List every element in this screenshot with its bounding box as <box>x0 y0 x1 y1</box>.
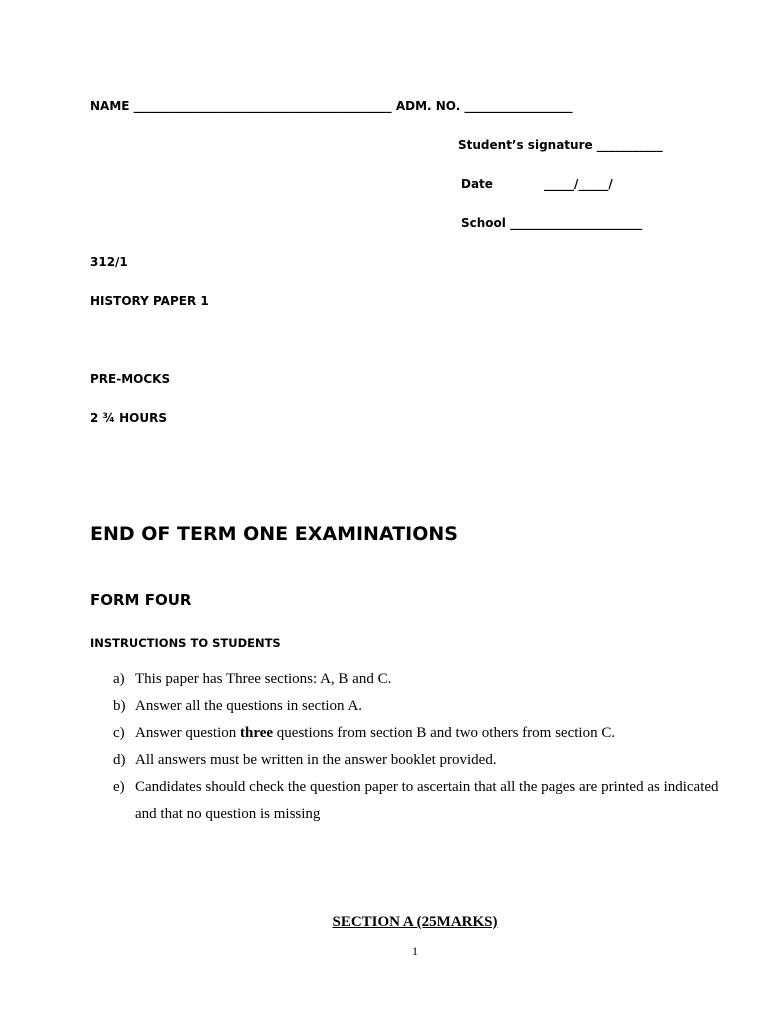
list-item <box>113 747 733 774</box>
item-label: c) <box>113 725 125 741</box>
list-item <box>113 774 733 828</box>
name-adm-line: NAME ___________________________________________ ADM. NO. __________________ <box>90 99 573 113</box>
item-text: This paper has Three sections: A, B and C. <box>135 671 392 687</box>
paper-subject: HISTORY PAPER 1 <box>90 294 209 308</box>
item-text: Answer all the questions in section A. <box>135 698 363 714</box>
item-text: All answers must be written in the answer booklet provided. <box>135 752 497 768</box>
item-label: e) <box>113 779 125 795</box>
page-number: 1 <box>412 944 418 958</box>
school-line: School ______________________ <box>461 216 643 230</box>
signature-line: Student’s signature ___________ <box>458 138 663 152</box>
paper-code: 312/1 <box>90 255 128 269</box>
item-text-pre: Answer question <box>135 725 240 741</box>
date-value: _____/_____/ <box>544 177 613 191</box>
instructions-heading: INSTRUCTIONS TO STUDENTS <box>90 636 281 650</box>
item-label: b) <box>113 698 126 714</box>
list-item <box>113 693 733 720</box>
date-label: Date <box>461 177 493 191</box>
item-text <box>135 720 733 747</box>
exam-title: END OF TERM ONE EXAMINATIONS <box>90 523 458 545</box>
section-a-heading: SECTION A (25MARKS) <box>332 914 498 930</box>
list-item <box>113 720 733 747</box>
paper-series: PRE-MOCKS <box>90 372 171 386</box>
item-text-bold: three <box>240 725 274 741</box>
list-item <box>113 666 733 693</box>
form-level: FORM FOUR <box>90 591 192 609</box>
item-text: Candidates should check the question paper to ascertain that all the pages are printed as indicated and that no question is missing <box>135 779 719 822</box>
item-label: d) <box>113 752 126 768</box>
item-text-post: questions from section B and two others from section C. <box>273 725 616 741</box>
instructions-list <box>113 666 733 828</box>
item-label: a) <box>113 671 125 687</box>
paper-duration: 2 ¾ HOURS <box>90 411 167 425</box>
